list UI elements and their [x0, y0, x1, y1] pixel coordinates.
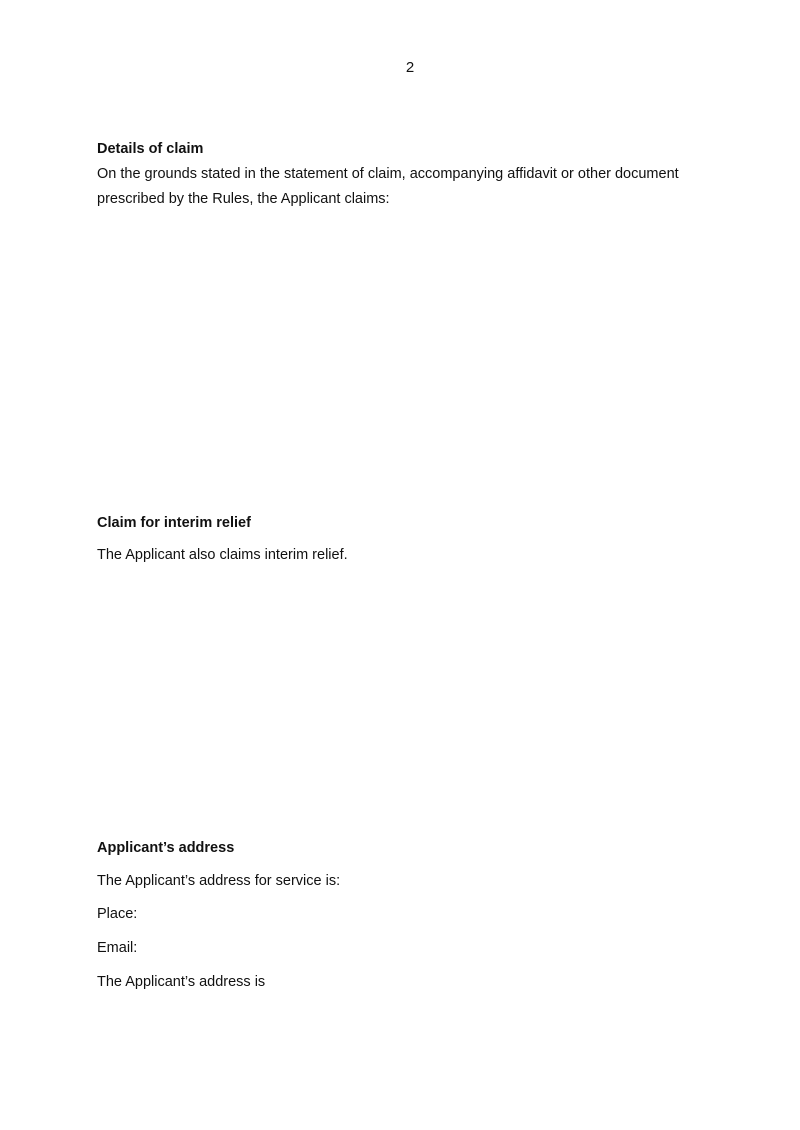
applicant-address-line: The Applicant’s address is [97, 974, 266, 990]
place-label: Place: [97, 906, 138, 922]
address-for-service-line: The Applicant’s address for service is: [97, 873, 341, 889]
details-of-claim-heading: Details of claim [97, 141, 204, 157]
applicant-address-heading: Applicant’s address [97, 840, 235, 856]
interim-relief-body: The Applicant also claims interim relief. [97, 547, 348, 563]
email-label: Email: [97, 940, 138, 956]
page-number: 2 [405, 59, 415, 76]
details-of-claim-body: On the grounds stated in the statement of claim, accompanying affidavit or other document prescribed by the Rules, the Applicant claims: [97, 166, 679, 207]
interim-relief-heading: Claim for interim relief [97, 515, 251, 531]
